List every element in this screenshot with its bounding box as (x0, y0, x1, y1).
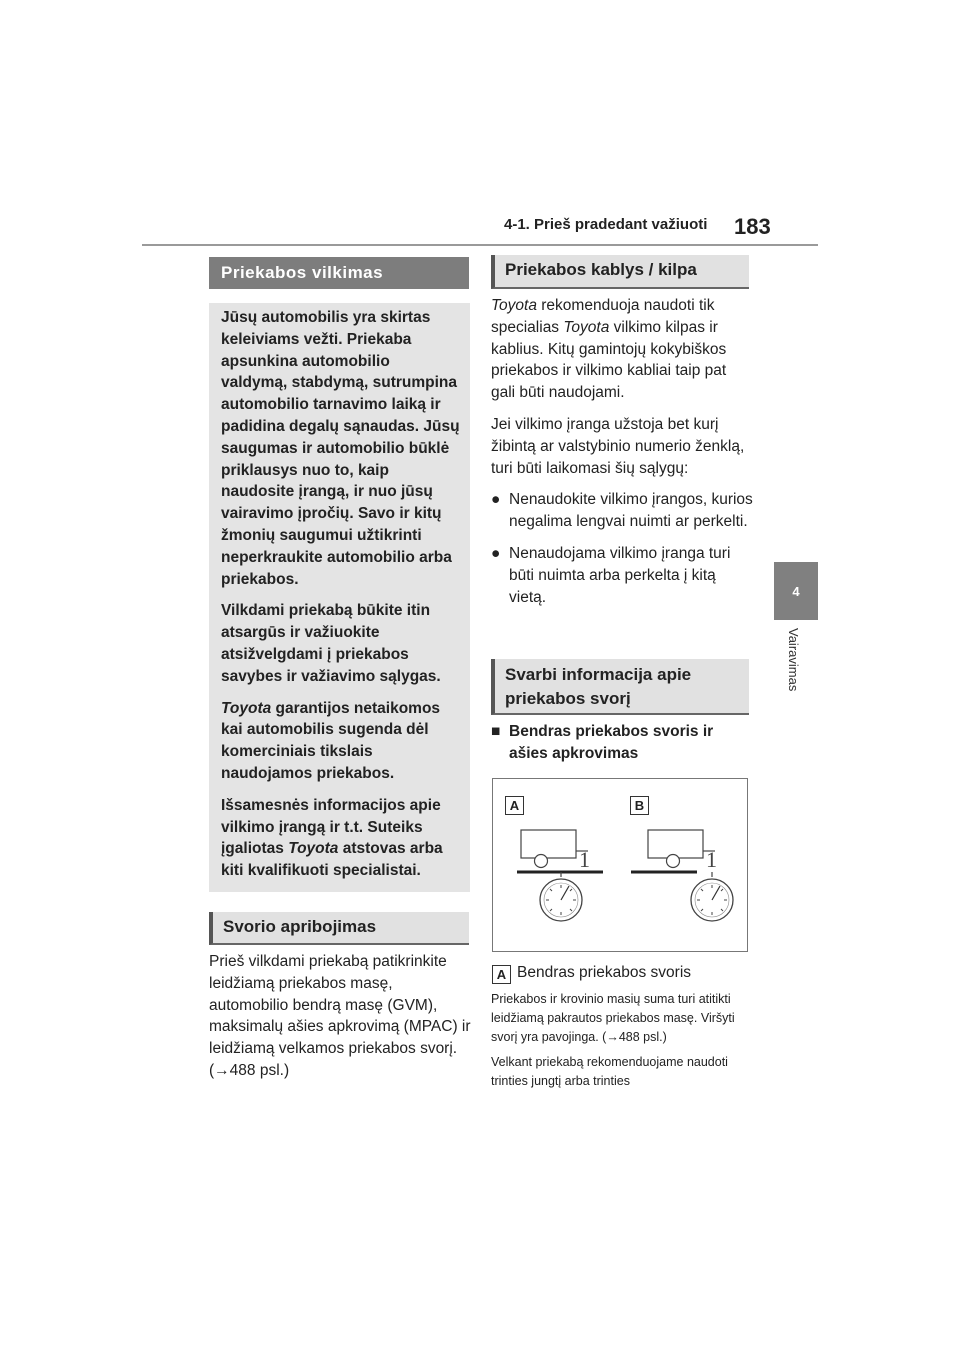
scale-a-icon (540, 879, 582, 921)
subheading-block (491, 721, 753, 765)
intro-paragraph-2: Vilkdami priekabą būkite itin atsargūs ir važiuokite atsižvelgdami į priekabos savybes ir važiavimo sąlygas. (221, 602, 441, 685)
hitch-paragraph-1-text-b: vilkimo kilpas ir kablius. Kitų gamintojų kokybiškos priekabos ir vilkimo kabliai taip pat gali būti naudojami. (491, 318, 727, 402)
subheading-total-weight (491, 721, 753, 765)
trailer-weight-figure (492, 778, 748, 952)
hitch-paragraph-1-text-a: rekomenduoja naudoti tik specialias (491, 297, 715, 336)
small-note-paragraph-1: Priekabos ir krovinio masių suma turi atitikti leidžiamą pakrautos priekabos masę. Viršyti svorį yra pavojinga. (→488 psl.) (491, 992, 735, 1044)
intro-paragraph-4 (221, 795, 460, 882)
heading-weight-info (491, 659, 749, 715)
heading-hitch-text: Priekabos kablys / kilpa (505, 260, 697, 279)
scale-b-icon (691, 879, 733, 921)
intro-box (209, 303, 470, 892)
svg-text:1: 1 (706, 847, 717, 872)
chapter-label: Vairavimas (786, 628, 801, 692)
figure-label-a: A (505, 796, 524, 815)
square-bullet-icon: ■ (491, 723, 501, 740)
subheading-text: Bendras priekabos svoris ir ašies apkrovimas (509, 723, 714, 762)
heading-trailer-towing-text: Priekabos vilkimas (221, 263, 384, 282)
heading-weight-limits (209, 912, 469, 945)
hitch-paragraph-1 (491, 295, 753, 404)
intro-paragraph-1: Jūsų automobilis yra skirtas keleiviams vežti. Priekaba apsunkina automobilio valdymą, stabdymą, sutrumpina automobilio tarnavimo laiką ir padidina degalų sąnaudas. Jūsų saugumas ir automobilio būklė priklausys nuo to, kaip naudosite įrangą, ir nuo jūsų vairavimo įpročių. Savo ir kitų žmonių saugumui užtikrinti neperkraukite automobilio arba priekabos. (221, 309, 460, 588)
bullet-text: Nenaudokite vilkimo įrangos, kurios negalima lengvai nuimti ar perkelti. (509, 491, 753, 531)
brand-name: Toyota (221, 699, 272, 717)
brand-name: Toyota (491, 297, 537, 314)
brand-name: Toyota (563, 318, 610, 336)
heading-hitch (491, 255, 749, 289)
bullet-dot-icon: ● (491, 491, 501, 509)
page-number: 183 (734, 214, 771, 239)
bullet-text: Nenaudojama vilkimo įranga turi būti nuimta arba perkelta į kitą vietą. (509, 544, 731, 606)
heading-weight-info-text: Svarbi informacija apie priekabos svorį (505, 665, 692, 708)
chapter-number: 4 (792, 583, 800, 599)
caption-label-a: A (492, 965, 511, 984)
figure-caption (492, 962, 754, 984)
header-divider (142, 244, 818, 246)
hitch-paragraph-2: Jei vilkimo įranga užstoja bet kurį žibintą ar valstybinio numerio ženklą, turi būti laikomasi šių sąlygų: (491, 415, 745, 477)
section-title: 4-1. Prieš pradedant važiuoti (504, 216, 708, 233)
trailer-b-drawing (631, 830, 717, 877)
heading-weight-limits-text: Svorio apribojimas (223, 917, 377, 936)
bullet-item (491, 489, 753, 533)
trailer-weight-diagram (493, 779, 747, 951)
bullet-dot-icon: ● (491, 544, 501, 562)
caption-text: Bendras priekabos svoris (517, 964, 692, 981)
intro-paragraph-3-text: garantijos netaikomos kai automobilis sugenda dėl komerciniais tikslais naudojamos priekabos. (221, 699, 441, 782)
chapter-tab (774, 562, 818, 620)
small-note-block (491, 990, 753, 1097)
brand-name: Toyota (288, 840, 339, 858)
intro-paragraph-4-text-b: atstovas arba kiti kvalifikuoti specialistai. (221, 840, 443, 880)
weight-limits-paragraph: Prieš vilkdami priekabą patikrinkite leidžiamą priekabos masę, automobilio bendrą masę (GVM), maksimalų ašies apkrovimą (MPAC) ir leidžiamą velkamos priekabos svorį. (→488 psl.) (209, 953, 471, 1079)
weight-limits-text-block (209, 951, 473, 1092)
intro-paragraph-4-text-a: Išsamesnės informacijos apie vilkimo įrangą ir t.t. Suteiks įgaliotas (221, 796, 441, 858)
svg-text:1: 1 (579, 847, 590, 872)
trailer-a-drawing (517, 830, 603, 877)
small-note-paragraph-2: Velkant priekabą rekomenduojame naudoti trinties jungtį arba trinties (491, 1055, 728, 1088)
hitch-text-block (491, 295, 753, 618)
bullet-item (491, 543, 753, 608)
heading-trailer-towing (209, 257, 469, 289)
figure-label-b: B (630, 796, 649, 815)
intro-paragraph-3 (221, 698, 460, 785)
